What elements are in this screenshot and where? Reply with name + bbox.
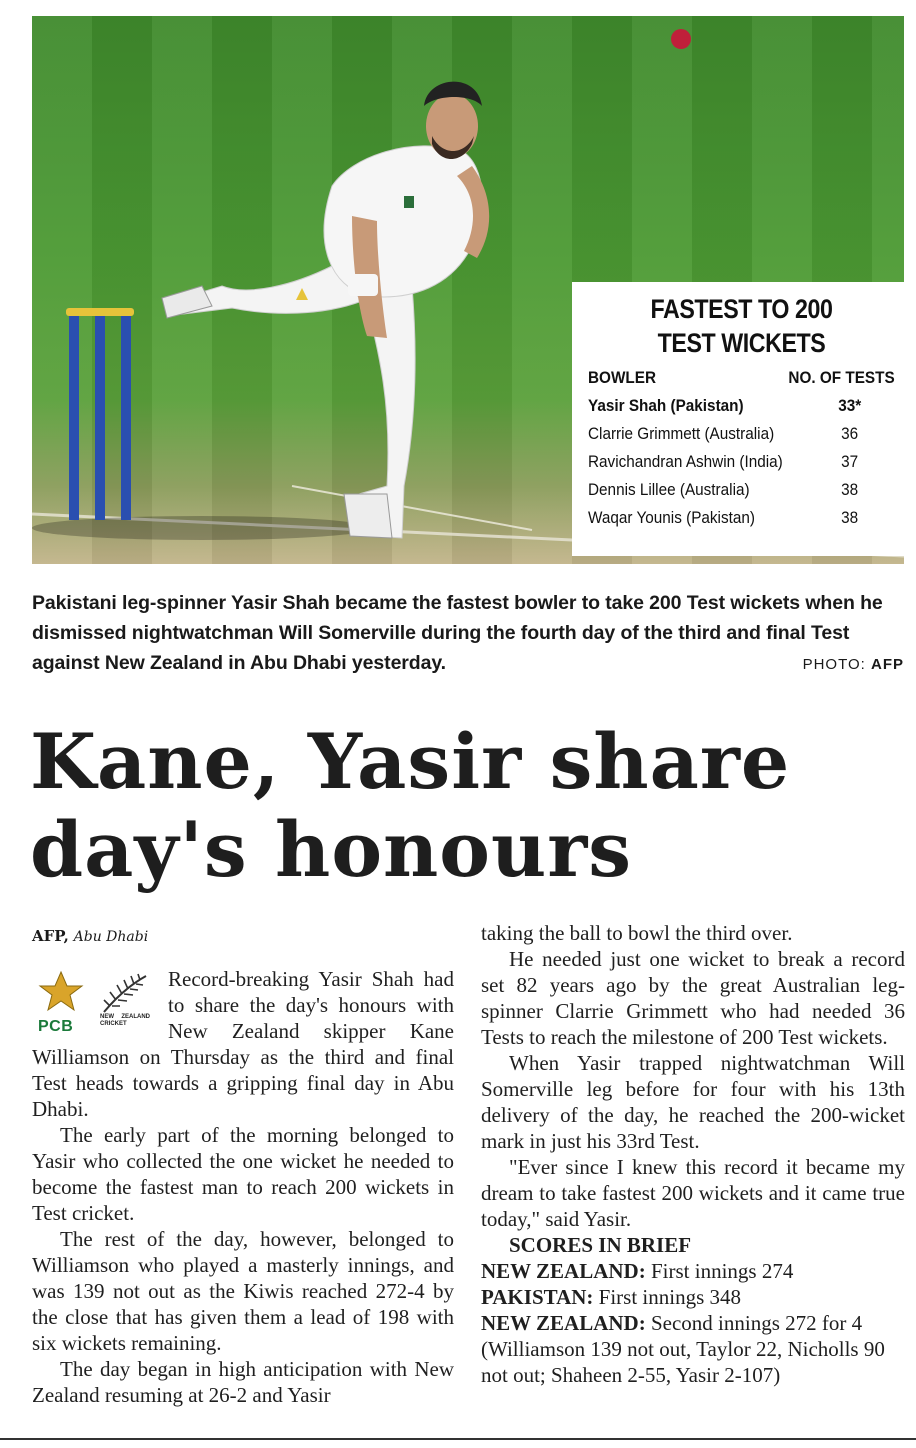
team-logos [32, 970, 156, 1044]
paragraph: The day began in high anticipation with New Zealand resuming at 26-2 and Yasir [32, 1357, 454, 1407]
table-row [588, 448, 895, 476]
paragraph: When Yasir trapped nightwatchman Will Somerville leg before for four with his 13th delivery of the day, he reached the 200-wicket mark in just his 33rd Test. [481, 1051, 905, 1153]
byline-location: Abu Dhabi [73, 929, 149, 945]
byline-agency: AFP, [32, 927, 69, 945]
score-line [481, 1284, 905, 1310]
bowler-figure [162, 82, 489, 538]
headline [30, 718, 890, 894]
score-detail: Second innings 272 for 4 (Williamson 139 not out, Taylor 22, Nicholls 90 not out; Shaheen 2-55, Yasir 2-107) [481, 1311, 885, 1387]
row-bowler: Dennis Lillee (Australia) [588, 480, 750, 499]
score-detail: First innings 274 [650, 1259, 794, 1283]
photo-credit [803, 656, 904, 673]
paragraph: "Ever since I knew this record it became my dream to take fastest 200 wickets and it came true today," said Yasir. [481, 1155, 905, 1231]
article-column-right [481, 920, 905, 1388]
table-title-line2: TEST WICKETS [657, 328, 826, 358]
score-team: NEW ZEALAND: [481, 1311, 646, 1335]
pcb-logo-text: PCB [38, 1018, 74, 1035]
credit-source: AFP [871, 656, 904, 673]
photo-caption: Pakistani leg-spinner Yasir Shah became the fastest bowler to take 200 Test wickets when he dismissed nightwatchman Will Somerville during the fourth day of the third and final Test against New Zealand in Abu Dhabi yesterday. [32, 592, 883, 674]
headline-line2: day's honours [30, 805, 633, 894]
table-row [588, 392, 895, 420]
score-line [481, 1310, 905, 1388]
column-bowler: BOWLER [588, 368, 656, 387]
table-row [588, 504, 895, 532]
score-team: PAKISTAN: [481, 1285, 594, 1309]
byline [32, 926, 148, 947]
pcb-star-icon [36, 970, 86, 1012]
table-header [588, 364, 895, 392]
paragraph: The rest of the day, however, belonged to Williamson who played a masterly innings, and was 139 not out as the Kiwis reached 272-4 by the close that has given them a lead of 198 with six wickets remaining. [32, 1227, 454, 1355]
row-tests: 38 [841, 480, 859, 499]
headline-line1: Kane, Yasir share [30, 717, 791, 806]
stumps [66, 308, 134, 520]
row-tests: 37 [841, 452, 859, 471]
row-tests: 38 [841, 508, 859, 527]
score-detail: First innings 348 [598, 1285, 742, 1309]
row-bowler: Ravichandran Ashwin (India) [588, 452, 783, 471]
table-row [588, 420, 895, 448]
table-title-line1: FASTEST TO 200 [650, 294, 833, 324]
article-column-left [32, 966, 454, 1408]
cricket-ball-icon [671, 29, 691, 49]
column-tests: NO. OF TESTS [788, 368, 895, 387]
paragraph: Record-breaking Yasir Shah had to share the day's honours with New Zealand skipper Kane Williamson on Thursday as the third and final Test heads towards a gripping final day in Abu Dhabi. [32, 967, 454, 1121]
fastest-to-200-table [572, 282, 904, 556]
row-tests: 33* [838, 396, 862, 415]
page-divider [0, 1438, 916, 1440]
article-photo [32, 16, 904, 564]
row-bowler: Clarrie Grimmett (Australia) [588, 424, 775, 443]
table-row [588, 476, 895, 504]
row-bowler: Yasir Shah (Pakistan) [588, 396, 744, 415]
paragraph: The early part of the morning belonged to Yasir who collected the one wicket he needed to become the fastest man to reach 200 wickets in Test cricket. [32, 1123, 454, 1225]
paragraph-continued: taking the ball to bowl the third over. [481, 921, 793, 945]
silver-fern-icon [98, 972, 150, 1014]
paragraph: He needed just one wicket to break a record set 82 years ago by the great Australian leg-spinner Clarrie Grimmett who had needed 36 Tests to reach the milestone of 200 Test wickets. [481, 947, 905, 1049]
score-line [481, 1258, 905, 1284]
row-bowler: Waqar Younis (Pakistan) [588, 508, 755, 527]
row-tests: 36 [841, 424, 859, 443]
credit-label: PHOTO: [802, 656, 866, 673]
scores-heading: SCORES IN BRIEF [509, 1233, 692, 1257]
nz-cricket-logo-text: NEW ZEALAND CRICKET [100, 1014, 150, 1027]
score-team: NEW ZEALAND: [481, 1259, 646, 1283]
